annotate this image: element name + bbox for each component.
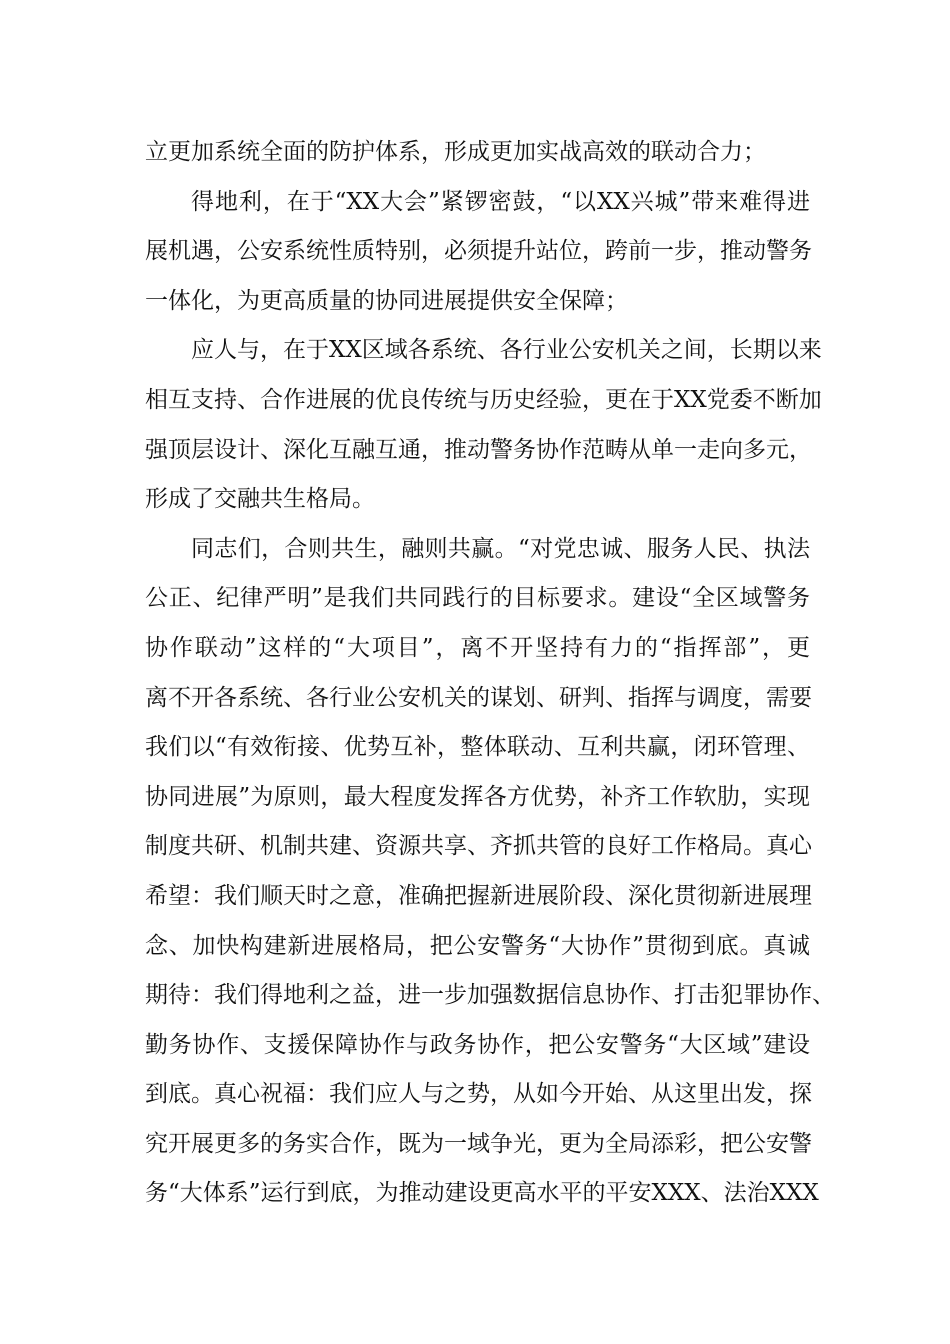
text-line: 立更加系统全面的防护体系，形成更加实战高效的联动合力；	[145, 139, 766, 165]
text-line: 协同进展”为原则，最大程度发挥各方优势，补齐工作软肋，实现	[145, 783, 810, 810]
text-line: 务“大体系”运行到底，为推动建设更高水平的平安XXX、法治XXX	[145, 1180, 819, 1207]
text-line: 我们以“有效衔接、优势互补，整体联动、互利共赢，闭环管理、	[145, 734, 810, 761]
text-line: 相互支持、合作进展的优良传统与历史经验，更在于XX党委不断加	[145, 386, 822, 413]
text-line: 形成了交融共生格局。	[145, 486, 375, 513]
body-text	[145, 128, 835, 1219]
text-line: 公正、纪律严明”是我们共同践行的目标要求。建设“全区域警务	[145, 585, 810, 612]
paragraph-first-line: 应人与，在于XX区域各系统、各行业公安机关之间，长期以来	[191, 337, 822, 364]
text-line: 究开展更多的务实合作，既为一域争光，更为全局添彩，把公安警	[145, 1130, 812, 1157]
paragraph-first-line: 得地利，在于“XX大会”紧锣密鼓，“以XX兴城”带来难得进	[191, 188, 810, 215]
text-line: 希望：我们顺天时之意，准确把握新进展阶段、深化贯彻新进展理	[145, 882, 812, 909]
text-line: 勤务协作、支援保障协作与政务协作，把公安警务“大区域”建设	[145, 1031, 810, 1058]
text-line: 制度共研、机制共建、资源共享、齐抓共管的良好工作格局。真心	[145, 833, 812, 860]
text-line: 协作联动”这样的“大项目”，离不开坚持有力的“指挥部”，更	[145, 634, 810, 661]
paragraph-first-line: 同志们，合则共生，融则共赢。“对党忠诚、服务人民、执法	[191, 535, 810, 562]
text-line: 到底。真心祝福：我们应人与之势，从如今开始、从这里出发，探	[145, 1081, 812, 1108]
text-line: 期待：我们得地利之益，进一步加强数据信息协作、打击犯罪协作、	[145, 982, 835, 1009]
text-line: 强顶层设计、深化互融互通，推动警务协作范畴从单一走向多元，	[145, 436, 812, 463]
text-line: 展机遇，公安系统性质特别，必须提升站位，跨前一步，推动警务	[145, 238, 812, 265]
text-line: 离不开各系统、各行业公安机关的谋划、研判、指挥与调度，需要	[145, 684, 812, 711]
text-line: 一体化，为更高质量的协同进展提供安全保障；	[145, 287, 628, 314]
text-line: 念、加快构建新进展格局，把公安警务“大协作”贯彻到底。真诚	[145, 932, 810, 959]
